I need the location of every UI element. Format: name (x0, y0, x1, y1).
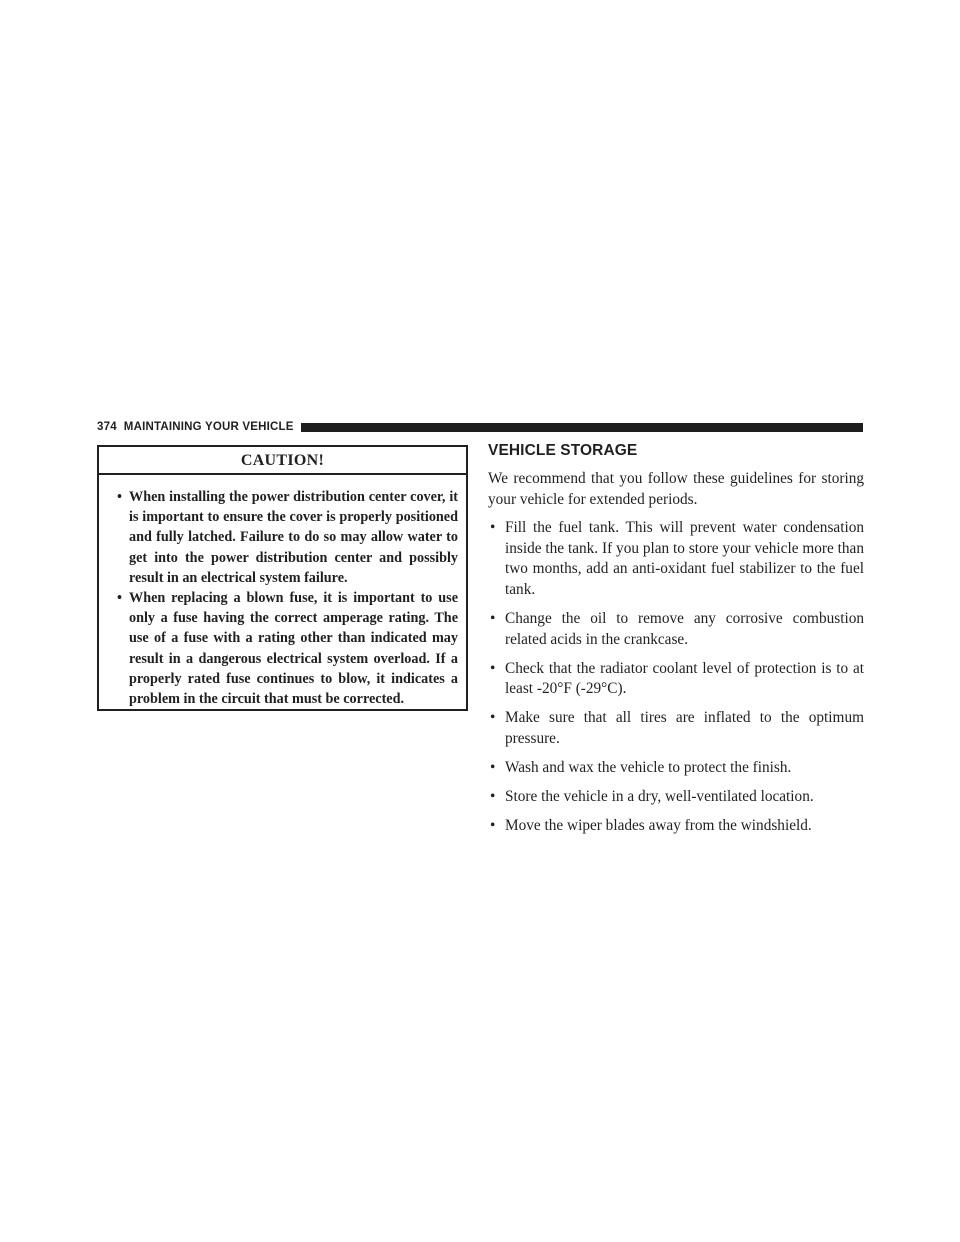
list-item (488, 758, 864, 779)
bullet-icon: • (490, 610, 496, 628)
bullet-icon: • (117, 590, 122, 607)
vehicle-storage-intro: We recommend that you follow these guidelines for storing your vehicle for extended periods. (488, 470, 864, 508)
vehicle-storage-heading: VEHICLE STORAGE (488, 442, 638, 459)
caution-item-text: When installing the power distribution center cover, it is important to ensure the cover is properly positioned and fully latched. Failure to do so may allow water to get into the power distribution center and possibly result in an electrical system failure. (129, 489, 458, 586)
section-title: MAINTAINING YOUR VEHICLE (123, 421, 294, 433)
caution-title: CAUTION! (99, 447, 466, 475)
list-item (488, 816, 864, 837)
list-item-text: Change the oil to remove any corrosive combustion related acids in the crankcase. (505, 610, 864, 648)
header-rule (301, 423, 863, 432)
list-item (488, 659, 864, 700)
list-item-text: Fill the fuel tank. This will prevent water condensation inside the tank. If you plan to store your vehicle more than two months, add an anti-oxidant fuel stabilizer to the fuel tank. (505, 519, 864, 598)
caution-box (97, 445, 468, 711)
bullet-icon: • (490, 709, 496, 727)
list-item (488, 518, 864, 600)
list-item-text: Move the wiper blades away from the windshield. (505, 817, 812, 835)
list-item-text: Wash and wax the vehicle to protect the finish. (505, 759, 792, 777)
vehicle-storage-section (488, 440, 864, 845)
bullet-icon: • (490, 759, 496, 777)
caution-item-fuse-rating (117, 588, 458, 709)
bullet-icon: • (490, 519, 496, 537)
page-number: 374 (97, 421, 117, 433)
list-item (488, 609, 864, 650)
caution-item-text: When replacing a blown fuse, it is important to use only a fuse having the correct amperage rating. The use of a fuse with a rating other than indicated may result in a dangerous electrical system overload. If a properly rated fuse continues to blow, it indicates a problem in the circuit that must be corrected. (129, 590, 458, 708)
list-item-text: Store the vehicle in a dry, well-ventilated location. (505, 788, 814, 806)
bullet-icon: • (117, 489, 122, 505)
bullet-icon: • (490, 817, 496, 835)
list-item-text: Make sure that all tires are inflated to the optimum pressure. (505, 709, 864, 748)
list-item-text: Check that the radiator coolant level of protection is to at least -20°F (-29°C). (505, 659, 864, 698)
bullet-icon: • (490, 659, 496, 677)
caution-item-power-center-cover (117, 487, 458, 588)
storage-guidelines-list (488, 518, 864, 837)
list-item (488, 787, 864, 808)
bullet-icon: • (490, 788, 496, 806)
list-item (488, 708, 864, 749)
caution-list (99, 475, 466, 709)
page-header (97, 419, 863, 435)
